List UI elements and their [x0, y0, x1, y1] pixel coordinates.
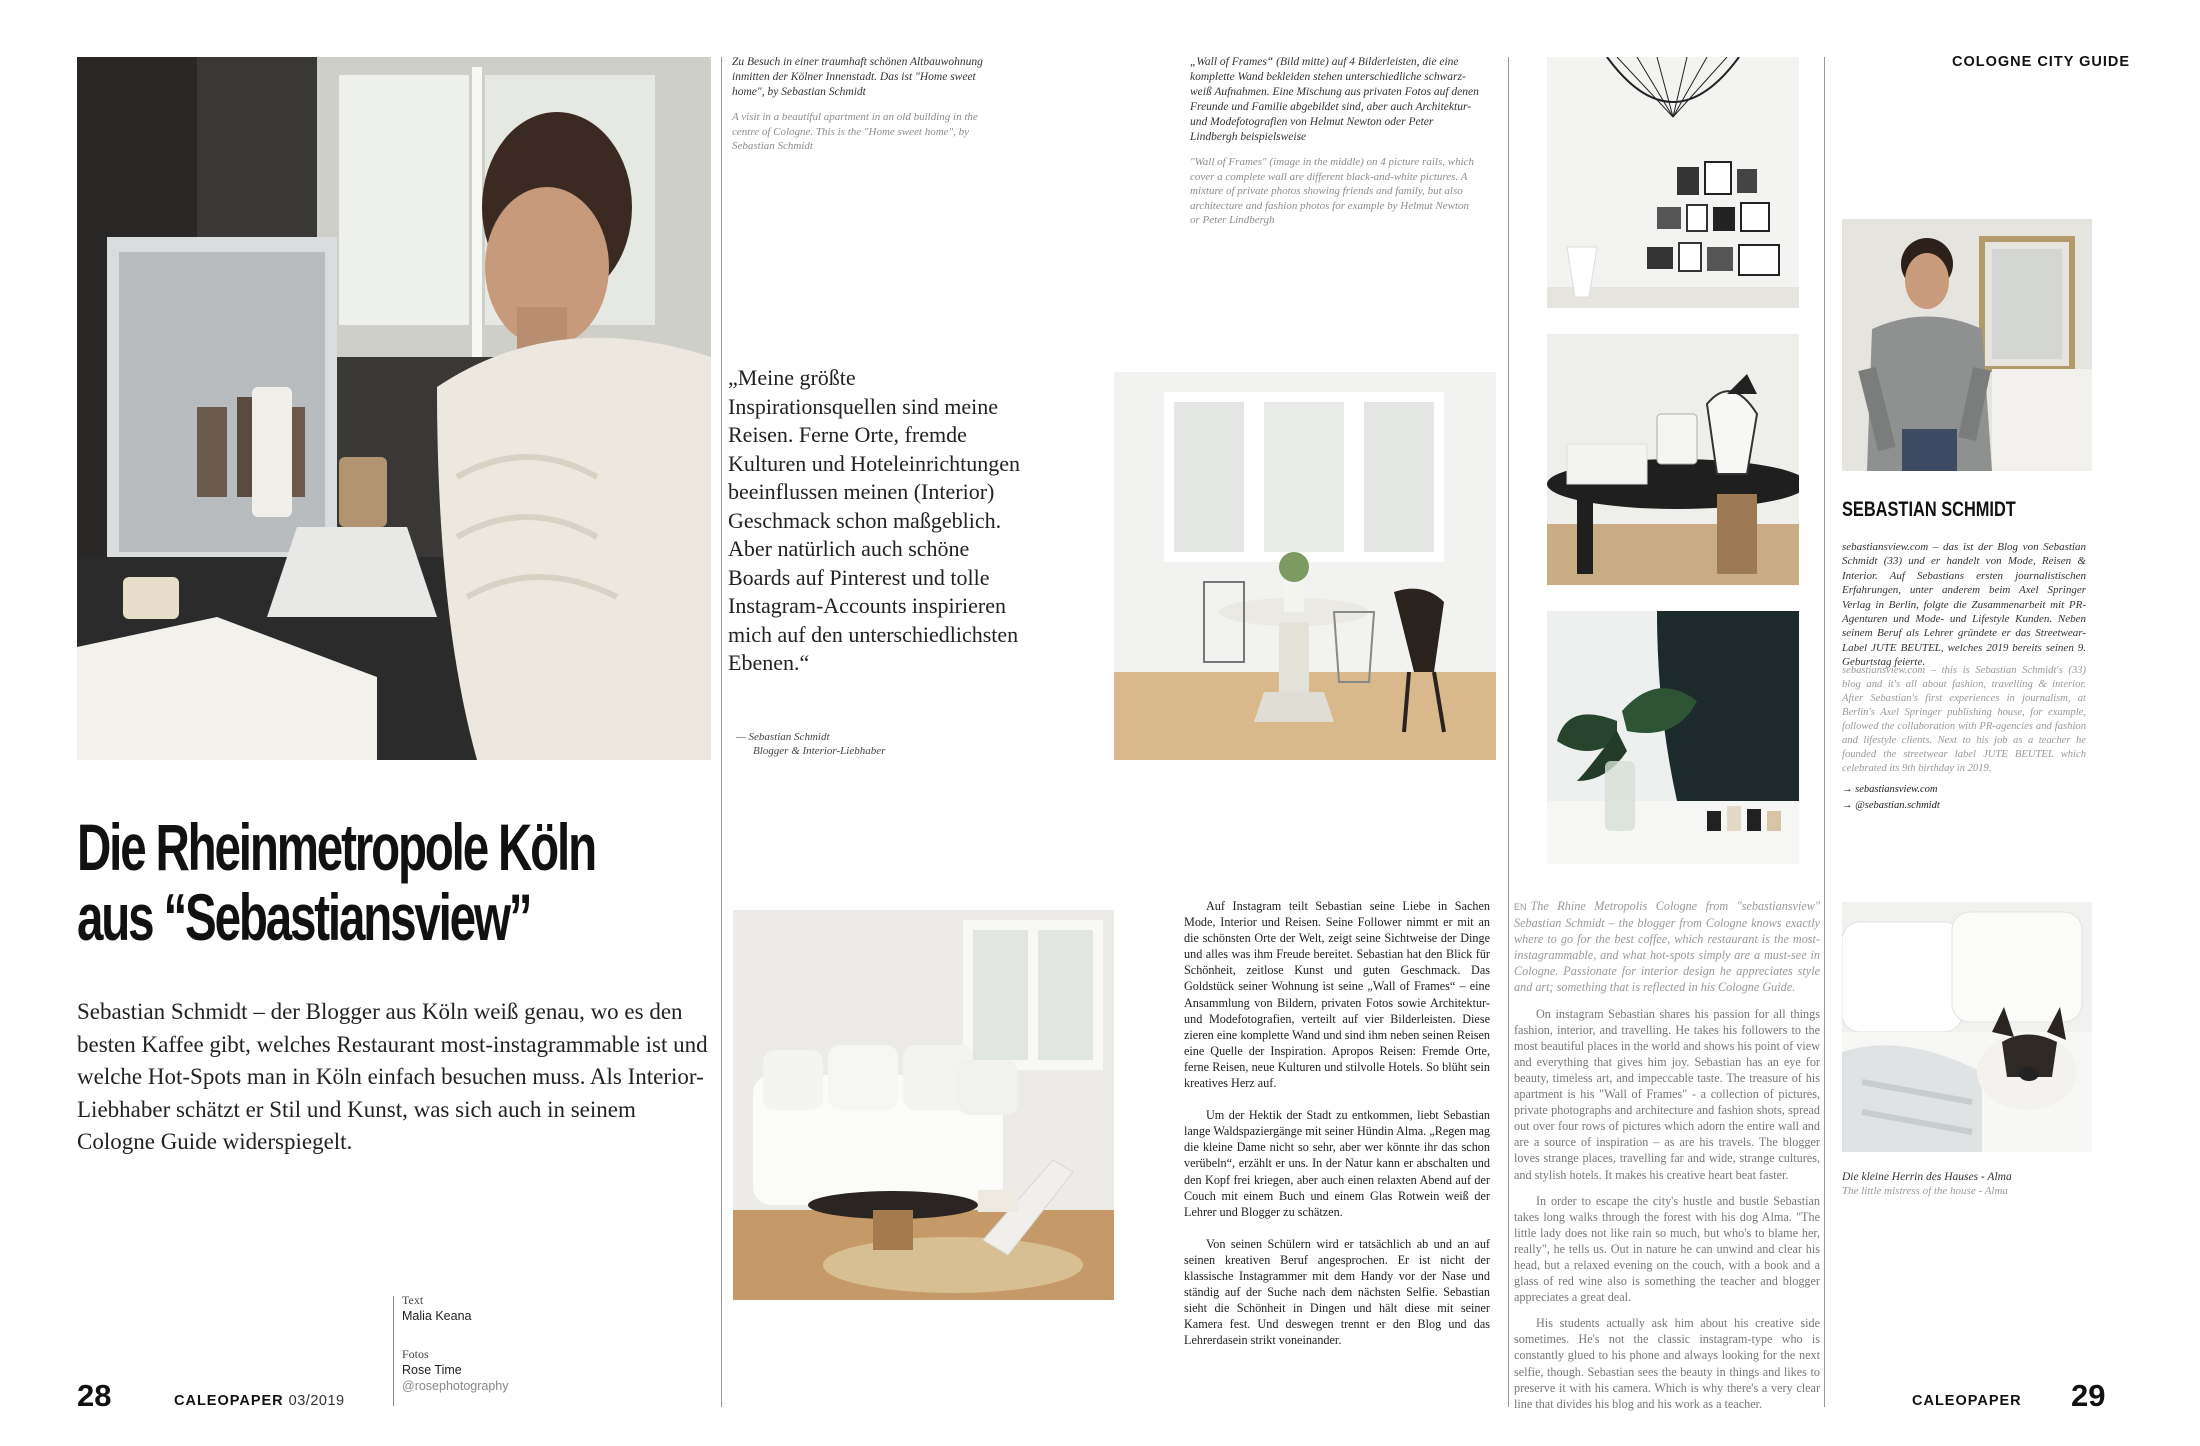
bio-name: SEBASTIAN SCHMIDT	[1842, 498, 2016, 521]
quote-author-name: — Sebastian Schmidt	[736, 731, 830, 743]
bio-text-de: sebastiansview.com – das ist der Blog von Sebastian Schmidt (33) und er handelt von Mode, Reisen & Interior. Auf Sebastians ersten journalistischen Erfahrungen, unter anderem beim Axel Springer Verlag in Berlin, folgte die Zusammenarbeit mit PR-Agenturen und Mode- und Lifestyle Kunden. Neben seinem Beruf als Lehrer gründete er das Streetwear-Label JUTE BEUTEL, welches 2019 bereits seinen 9. Geburtstag feierte.	[1842, 541, 2086, 669]
credits	[402, 1292, 592, 1394]
dog-alma-photo	[1842, 902, 2092, 1152]
bio-text-en: sebastiansview.com – this is Sebastian Schmidt's (33) blog and it's all about fashion, travelling & interior. After Sebastian's first experiences in journalism, at Berlin's Axel Springer publishing house, for example, followed the collaboration with PR-agencies and fashion and lifestyle clients. Next to his job as a teacher he founded the streetwear label JUTE BEUTEL which celebrated its 9th birthday in 2019.	[1842, 665, 2086, 774]
plant-monstera-photo	[1547, 611, 1799, 864]
wall-caption-de: „Wall of Frames“ (Bild mitte) auf 4 Bilderleisten, die eine komplette Wand bekleiden stehen unterschiedliche schwarz-weiß Aufnahmen. Eine Mischung aus privaten Fotos auf denen Freunde und Familie abgebildet sind, aber auch Architektur- und Modefotografien von Helmut Newton oder Peter Lindbergh beispielsweise	[1190, 56, 1479, 143]
apartment-caption-de: Zu Besuch in einer traumhaft schönen Altbauwohnung inmitten der Kölner Innenstadt. Das ist "Home sweet home", by Sebastian Schmidt	[732, 56, 983, 98]
article-headline	[77, 810, 595, 954]
bio-links	[1842, 782, 2086, 814]
page-number-right: 29	[2071, 1378, 2106, 1413]
credits-text-name: Malia Keana	[402, 1309, 472, 1323]
body-text-de	[1184, 898, 1490, 1364]
body-en-paragraph-3: In order to escape the city's hustle and bustle Sebastian takes long walks through the forest with his dog Alma. "The little lady does not like rain so much, but who's to blame her, really", he tells us. Out in nature he can unwind and clear his head, but a relaxed evening on the couch, with a book and a glass of red wine also is something the teacher and blogger appreciates a great deal.	[1514, 1193, 1820, 1305]
credits-photo-label: Fotos	[402, 1347, 429, 1361]
blog-link[interactable]: → sebastiansview.com	[1842, 784, 1938, 795]
body-en-paragraph-1	[1514, 898, 1820, 996]
dining-bay-window-photo	[1114, 372, 1496, 760]
dog-caption-de: Die kleine Herrin des Hauses - Alma	[1842, 1171, 2012, 1183]
body-en-paragraph-4: His students actually ask him about his creative side sometimes. He's not the classic instagram-type who is constantly glued to his phone and always looking for the next selfie, though. Sebastian sees the beauty in things and likes to preserve it with his camera. Which is why there's a very clear line that divides his blog and his work as a teacher.	[1514, 1316, 1820, 1411]
magazine-issue: 03/2019	[288, 1393, 345, 1409]
credits-photo-handle: @rosephotography	[402, 1379, 509, 1393]
apartment-caption	[732, 55, 1002, 154]
pull-quote: „Meine größte Inspirationsquellen sind meine Reisen. Ferne Orte, fremde Kulturen und Hoteleinrichtungen beeinflussen meinen (Interior) Geschmack schon maßgeblich. Aber natürlich auch schöne Boards auf Pinterest und tolle Instagram-Accounts inspirieren mich auf den unterschiedlichsten Ebenen.“	[728, 365, 1021, 675]
english-tag: EN	[1514, 902, 1527, 912]
wall-of-frames-photo	[1547, 57, 1799, 308]
column-rule-2	[1508, 57, 1509, 1407]
credits-divider	[393, 1296, 394, 1406]
dog-caption-en: The little mistress of the house - Alma	[1842, 1185, 2008, 1197]
portrait-photo-sebastian	[1842, 219, 2092, 471]
body-de-paragraph-2: Um der Hektik der Stadt zu entkommen, liebt Sebastian lange Waldspaziergänge mit seiner Hündin Alma. „Regen mag die kleine Dame nicht so sehr, aber wer könnte ihr das schon verübeln“, erzählt er uns. In der Natur kann er abschalten und den Kopf frei kriegen, aber auch einen relaxten Abend auf der Couch mit einem Buch und einem Glas Rotwein weiß der Lehrer und Blogger zu schätzen.	[1184, 1108, 1490, 1219]
body-text-en	[1514, 898, 1820, 1422]
article-lead: Sebastian Schmidt – der Blogger aus Köln weiß genau, wo es den besten Kaffee gibt, welches Restaurant most-instagrammable ist und welche Hot-Spots man in Köln einfach besuchen muss. Als Interior-Liebhaber schätzt er Stil und Kunst, was sich auch in seinem Cologne Guide widerspiegelt.	[77, 999, 708, 1154]
quote-author-role: Blogger & Interior-Liebhaber	[753, 745, 886, 757]
apartment-caption-en: A visit in a beautiful apartment in an old building in the centre of Cologne. This is the "Home sweet home", by Sebastian Schmidt	[732, 111, 978, 152]
magazine-footer-left	[174, 1393, 345, 1409]
body-de-paragraph-1: Auf Instagram teilt Sebastian seine Liebe in Sachen Mode, Interior und Reisen. Seine Follower nimmt er mit an die schönsten Orte der Welt, zeigt seine Sichtweise der Dinge und alles was ihm Freude bereitet. Sebastian hat den Blick für Schönheit, zeitlose Kunst und guten Geschmack. Das Goldstück seiner Wohnung ist seine „Wall of Frames“ – eine Ansammlung von Bildern, privaten Fotos sowie Architektur- und Modefotografien, verteilt auf vier Bilderleisten. Diese zieren eine komplette Wand und sind ihm neben seinen Reisen eine Quelle der Inspiration. Apropos Reisen: Fremde Orte, ferne Reisen, neue Kulturen und stilvolle Hotels. So blüht sein kreatives Herz auf.	[1184, 899, 1490, 1091]
pull-quote-author	[736, 730, 1036, 758]
column-rule-1	[721, 57, 722, 1407]
headline-line-1: Die Rheinmetropole Köln	[77, 810, 595, 884]
headline-line-2: aus “Sebastiansview”	[77, 880, 531, 954]
credits-text-label: Text	[402, 1293, 424, 1307]
magazine-footer-right: CALEOPAPER	[1912, 1393, 2022, 1409]
instagram-link[interactable]: → @sebastian.schmidt	[1842, 800, 1940, 811]
wall-of-frames-caption	[1190, 55, 1480, 228]
body-en-paragraph-2: On instagram Sebastian shares his passion for all things fashion, interior, and travelling. He takes his followers to the most beautiful places in the world and shows his point of view and everything that gives him joy. Sebastian has an eye for beauty, timeless art, and impeccable taste. The treasure of his apartment is his "Wall of Frames" - a collection of pictures, private photographs and architecture and fashion shots, spread out over four rows of pictures which adorn the entire wall and are a source of inspiration – as are his travels. The blogger loves strange places, travelling far and wide, strange cultures, and stylish hotels. It makes his creative heart beat faster.	[1514, 1006, 1820, 1182]
cologne-city-guide-label: COLOGNE CITY GUIDE	[1952, 54, 2131, 70]
coffee-table-decor-photo	[1547, 334, 1799, 585]
wall-caption-en: "Wall of Frames" (image in the middle) on 4 picture rails, which cover a complete wall are different black-and-white pictures. A mixture of private photos showing friends and family, but also architecture and fashion photos for example by Helmut Newton or Peter Lindbergh	[1190, 156, 1475, 226]
credits-photo-name: Rose Time	[402, 1363, 462, 1377]
body-en-paragraph-1-text: The Rhine Metropolis Cologne from "sebastiansview" Sebastian Schmidt – the blogger from Cologne knows exactly where to go for the best coffee, which restaurant is the most-instagrammable, and what hot-spots simply are a must-see in Cologne. Passionate for interior design he appreciates style and art; something that is reflected in his Cologne Guide.	[1514, 899, 1820, 995]
body-de-paragraph-3: Von seinen Schülern wird er tatsächlich ab und an auf seinen kreativen Beruf angesprochen. Er ist nicht der klassische Instagrammer mit dem Handy vor der Nase und ständig auf der Suche nach dem nächsten Selfie. Sebastian sieht die Schönheit in Dingen und hält diese mit seiner Kamera fest. Und deswegen trennt er den Blog und das Lehrerdasein strikt voneinander.	[1184, 1236, 1490, 1348]
page-number-left: 28	[77, 1378, 112, 1413]
magazine-name: CALEOPAPER	[174, 1393, 284, 1409]
hero-photo-man-at-computer	[77, 57, 711, 760]
column-rule-3	[1824, 57, 1825, 1407]
sofa-living-room-photo	[733, 910, 1114, 1300]
